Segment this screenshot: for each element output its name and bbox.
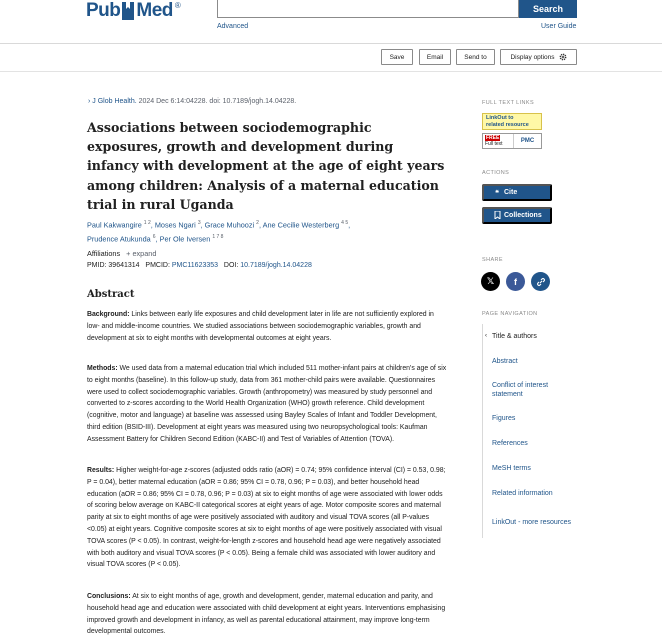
nav-label: Title & authors [492, 333, 537, 340]
abstract-conclusions [87, 591, 447, 638]
email-button[interactable]: Email [419, 49, 451, 65]
author-link[interactable]: Paul Kakwangire [87, 220, 142, 230]
cite-button[interactable] [482, 184, 552, 201]
quote-icon: ❝ [495, 189, 499, 197]
user-guide-link[interactable]: User Guide [541, 23, 577, 30]
affiliations-label: Affiliations [87, 249, 121, 258]
logo-text-med: Med [136, 0, 173, 21]
author-affil-ref[interactable]: 6 [152, 234, 156, 241]
gear-icon [559, 53, 567, 61]
article-identifiers [87, 262, 312, 269]
nav-mesh-terms[interactable] [482, 456, 577, 481]
abstract-background [87, 309, 447, 344]
save-button[interactable]: Save [381, 49, 413, 65]
chevron-left-icon: ‹ [485, 333, 487, 339]
pmid-value: 39641314 [108, 262, 140, 269]
actions-heading: ACTIONS [482, 170, 510, 176]
nav-abstract[interactable] [482, 349, 577, 374]
free-full-text [483, 134, 513, 148]
nav-label: References [492, 440, 528, 447]
linkout-line2: related resource [486, 121, 529, 128]
nav-label: LinkOut - more resources [492, 518, 571, 526]
author-affil-ref[interactable]: 1 2 [143, 220, 151, 226]
abstract-methods [87, 363, 447, 446]
display-options-label: Display options [510, 53, 555, 61]
page-navigation-heading: PAGE NAVIGATION [482, 311, 538, 317]
share-heading: SHARE [482, 257, 503, 263]
author-list: Paul Kakwangire $^{1 2}$, Moses Ngari $^3$, Grace Muhoozi $^2$, Ane Cecilie Westerberg $^{4 5}$, Prudence Atukunda $^6$, Per Ole Iversen $^{1 7 8}$ [87, 220, 351, 244]
citation-details: 2024 Dec 6:14:04228. doi: 10.7189/jogh.14.04228. [136, 98, 297, 105]
affiliations-toggle[interactable] [87, 249, 156, 258]
nav-label: Abstract [492, 358, 518, 365]
nav-title-authors[interactable] [482, 324, 577, 349]
logo-text-pub: Pub [86, 0, 121, 21]
nav-figures[interactable] [482, 406, 577, 431]
methods-label: Methods: [87, 365, 118, 372]
linkout-line1: LinkOut to [486, 115, 514, 121]
advanced-search-link[interactable]: Advanced [217, 23, 249, 30]
pmid-label: PMID: [87, 262, 107, 269]
expand-affiliations[interactable]: + expand [126, 249, 157, 258]
pubmed-logo[interactable] [86, 0, 180, 22]
conclusions-label: Conclusions: [87, 593, 131, 600]
nav-linkout[interactable] [482, 506, 577, 538]
cite-label: Cite [504, 189, 518, 196]
pmc-badge: PMC [513, 134, 541, 148]
full-text-label: Full text [485, 141, 503, 147]
background-text: Links between early life exposures and child development later in life are not sufficiently explored in low- and middle-income countries. We studied associations between sociodemographic variables, growth and development at six to eight months with developmental outcomes at eight years. [87, 311, 434, 342]
send-to-button[interactable]: Send to [456, 49, 495, 65]
free-badge: FREE [486, 135, 500, 141]
nav-related-information[interactable] [482, 481, 577, 506]
abstract-heading: Abstract [87, 289, 135, 300]
nav-label: Figures [492, 415, 516, 422]
nav-conflict-of-interest[interactable] [482, 374, 577, 406]
pmcid-label: PMCID: [145, 262, 170, 269]
page-navigation [482, 324, 577, 538]
citation-line [88, 98, 296, 105]
chevron-right-icon: › [88, 98, 91, 105]
journal-link[interactable]: J Glob Health. [92, 98, 137, 105]
author-affil-ref[interactable]: 3 [197, 220, 201, 226]
registered-mark: ® [174, 0, 181, 10]
doi-label: DOI: [223, 262, 239, 269]
pmcid-link[interactable]: PMC11623353 [171, 262, 219, 269]
x-share-icon[interactable]: 𝕏 [481, 272, 500, 291]
author-link[interactable]: Per Ole Iversen [159, 234, 211, 244]
nav-references[interactable] [482, 431, 577, 456]
facebook-share-icon[interactable]: f [506, 272, 525, 291]
nav-label: MeSH terms [492, 465, 531, 472]
bookmark-icon [490, 211, 504, 221]
article-title: Associations between sociodemographic exposures, growth and development during infancy with development at the age of eight years among children: Analysis of a maternal education trial in rural Uganda [87, 120, 445, 212]
nav-label: Related information [492, 490, 553, 497]
methods-text: We used data from a maternal education trial which included 511 mother-infant pairs at children's age of six to eight months (baseline). In this follow-up study, data from 361 mother-child pairs were available. Questionnaires were used to collect sociodemographic variables. Growth (anthropometry) was measured by study personnel and converted to z-scores according to the World Health Organization (WHO) growth reference. Child development (cognitive, motor and language) at baseline was assessed using Bayley Scales of Infant and Toddler Development, third edition (BSID-III). Development at eight years was measured using two neuropsychological tools: Kaufman Assessment Battery for Children Second Edition (KABC-II) and Test of Variables of Attention (TOVA). [87, 365, 447, 443]
background-label: Background: [87, 311, 130, 318]
search-input[interactable] [217, 0, 519, 18]
author-affil-ref[interactable]: 4 5 [341, 220, 349, 226]
author-affil-ref[interactable]: 1 7 8 [212, 234, 224, 241]
doi-link[interactable]: 10.7189/jogh.14.04228 [240, 262, 312, 269]
collections-button[interactable] [482, 207, 552, 224]
author-affil-ref[interactable]: 2 [256, 220, 259, 226]
display-options-button[interactable] [500, 49, 577, 65]
author-link[interactable]: Ane Cecilie Westerberg [262, 220, 340, 230]
results-label: Results: [87, 467, 115, 474]
author-link[interactable]: Grace Muhoozi [204, 220, 255, 230]
author-link[interactable]: Prudence Atukunda [87, 234, 151, 244]
nav-label: Conflict of interest statement [492, 382, 549, 398]
full-text-links-heading: FULL TEXT LINKS [482, 100, 535, 106]
book-icon [121, 2, 135, 20]
toolbar-divider [0, 71, 662, 72]
permalink-share-icon[interactable] [531, 272, 550, 291]
search-button[interactable]: Search [519, 0, 577, 18]
pmc-full-text-link[interactable] [482, 133, 542, 149]
linkout-related-resource[interactable] [482, 113, 542, 130]
conclusions-text: At six to eight months of age, growth and development, gender, maternal education and parity, and household head age and education were associated with child development at eight years. Interventions emphasising improved growth and development in infancy, as well as parental educational attainment, may improve long-term developmental outcomes. [87, 593, 446, 636]
abstract-results [87, 465, 447, 571]
author-link[interactable]: Moses Ngari [154, 220, 196, 230]
site-header [0, 0, 662, 44]
results-text: Higher weight-for-age z-scores (adjusted odds ratio (aOR) = 0.74; 95% confidence interval (CI) = 0.53, 0.98; P = 0.04), better maternal education (aOR = 0.86; 95% CI = 0.78, 0.96; P = 0.03), and better household head education (aOR = 0.86; 95% CI = 0.78, 0.96; P = 0.03) at six to eight months of age were associated with lower odds of scoring below average on KABC-II categorical scores at eight years of age. Motor composite scores and maternal parity at six to eight months of age were positively associated with auditory and visual TOVA scores (all P-values <0.05) at eight years. Cognitive composite scores at six to eight months of age were positively associated with visual TOVA scores (P < 0.05). In contrast, weight-for-length z-scores and household head age were negatively associated with both auditory and visual TOVA scores (P < 0.05). Being a female child was associated with lower auditory and visual TOVA scores (P < 0.05). [87, 467, 446, 569]
collections-label: Collections [504, 212, 542, 219]
